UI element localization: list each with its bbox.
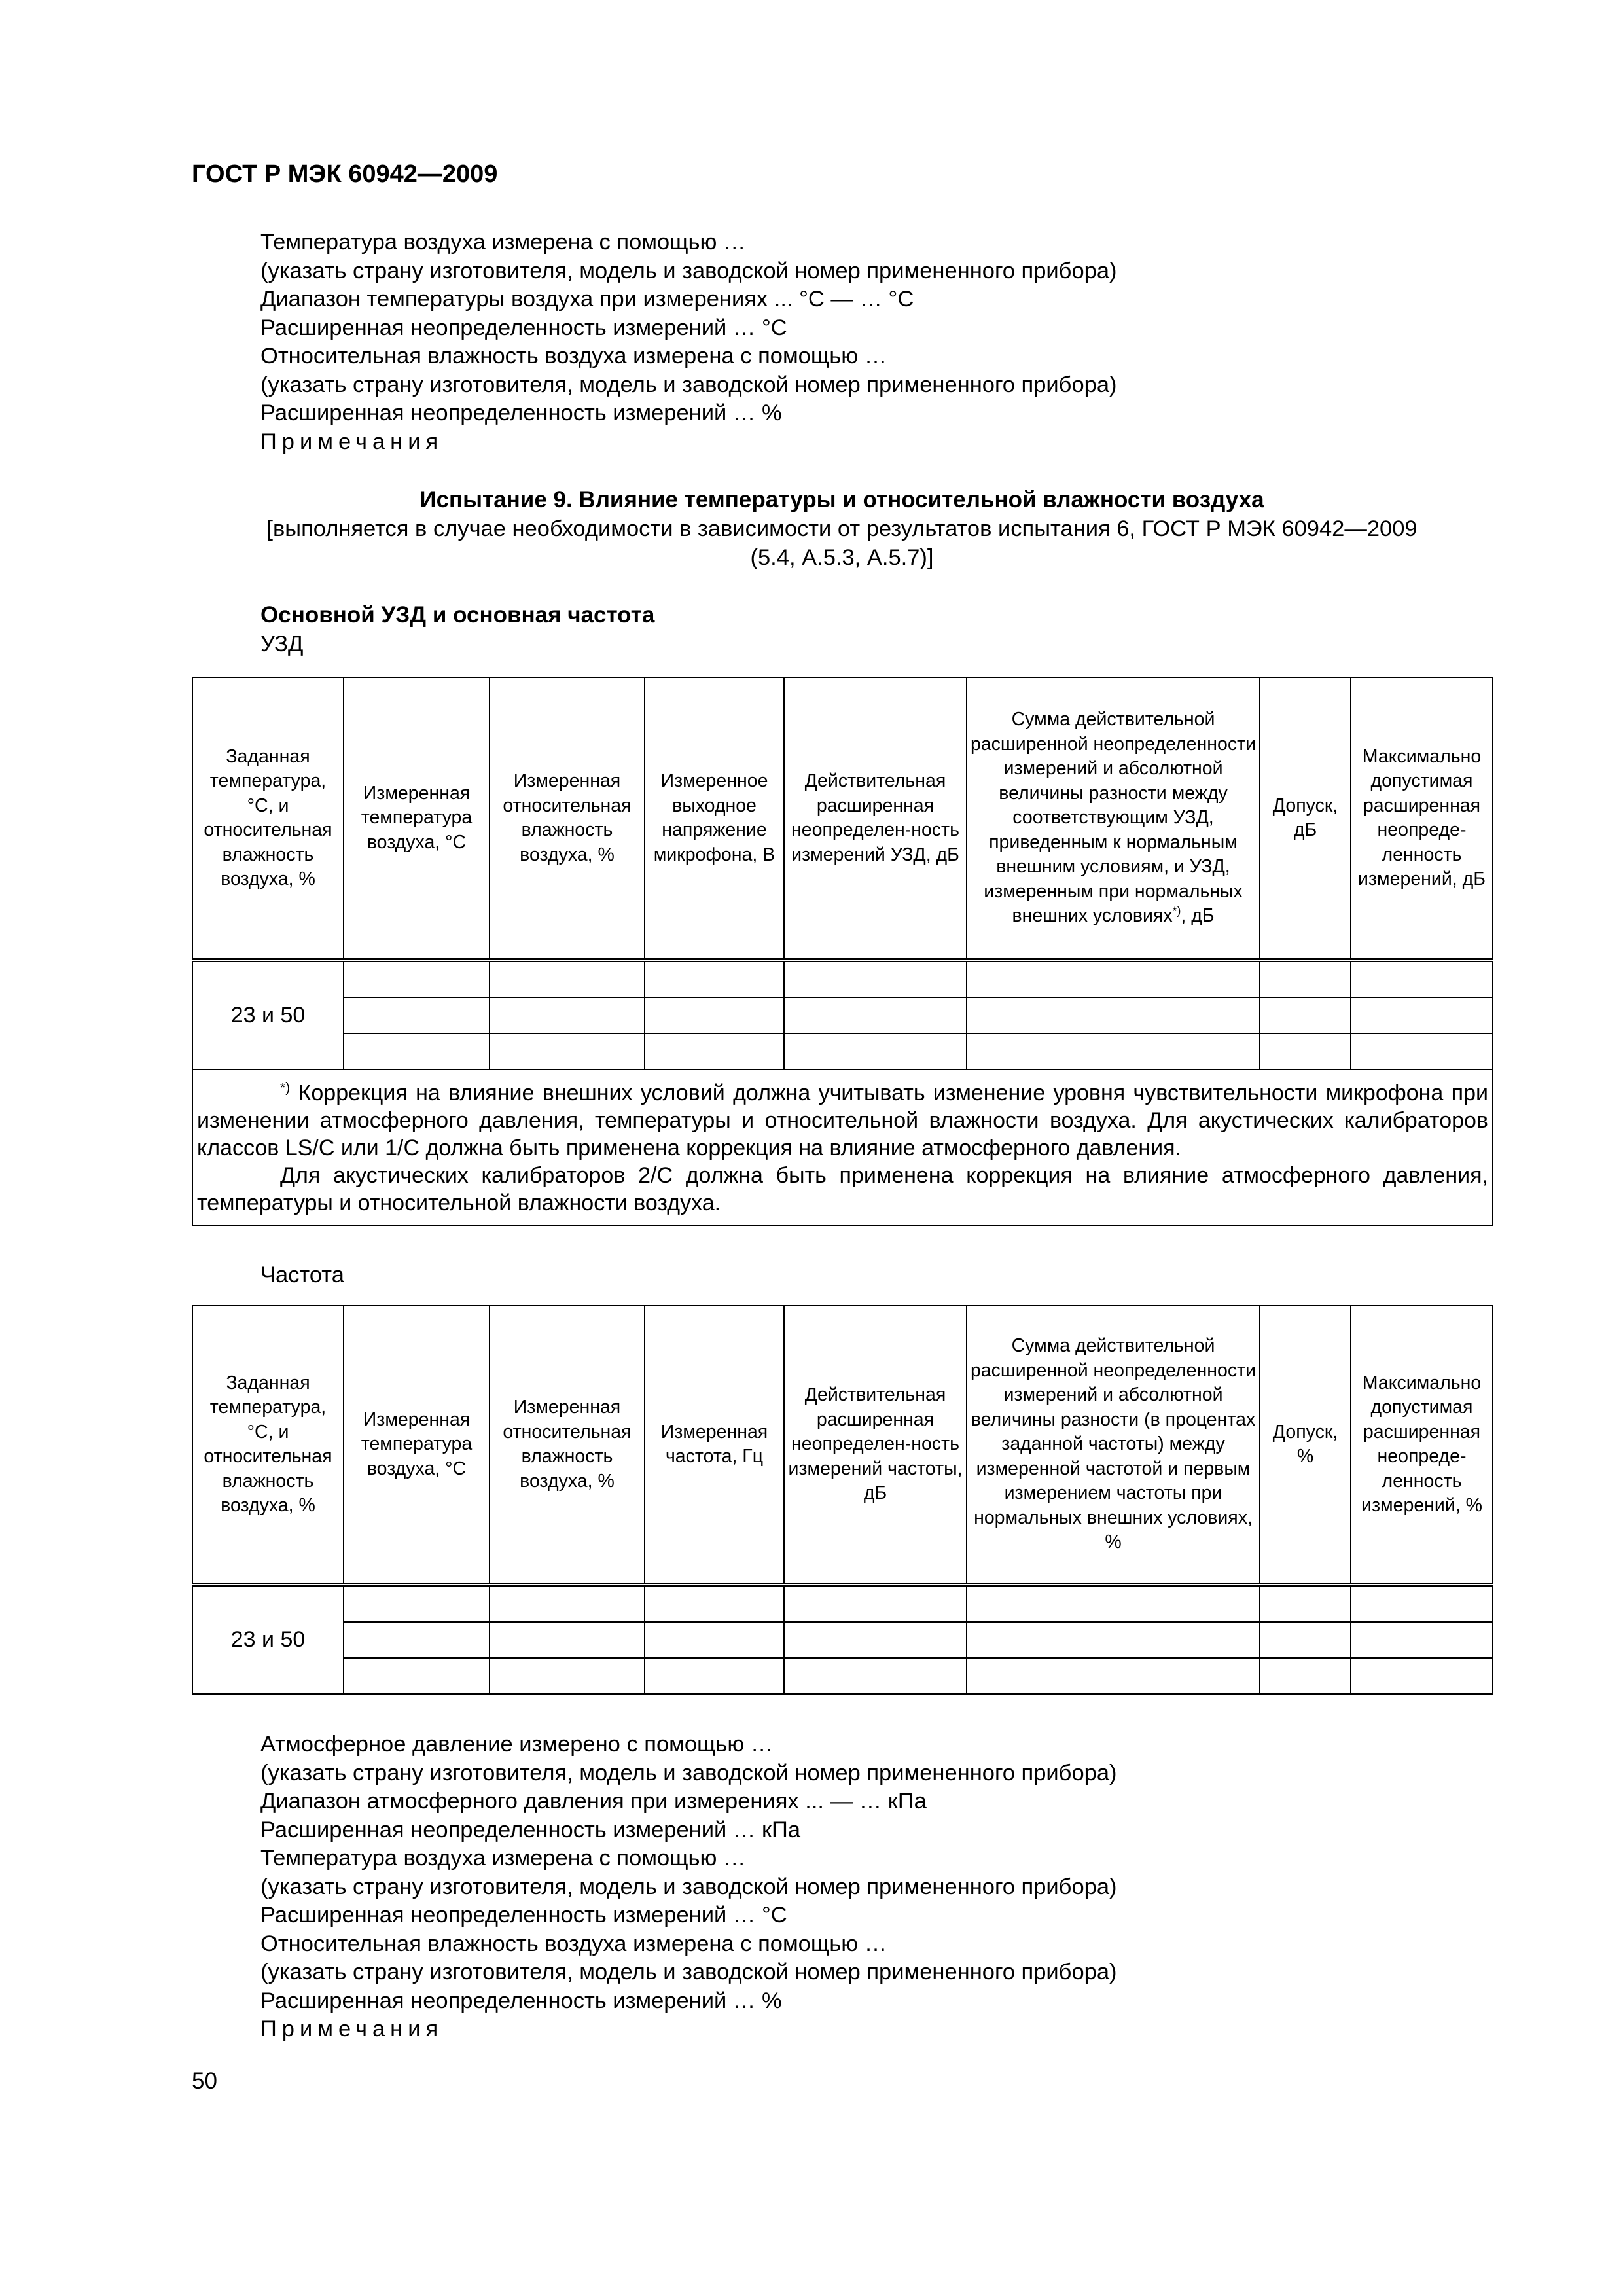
table-cell[interactable] xyxy=(1351,960,1493,997)
table-cell[interactable] xyxy=(490,1658,645,1694)
footnote-paragraph xyxy=(197,1079,1488,1162)
table1-caption: УЗД xyxy=(260,632,304,656)
column-header: Измеренное выходное напряжение микрофона, В xyxy=(645,677,784,960)
column-header: Измеренная относительная влажность воздуха, % xyxy=(490,1306,645,1585)
table-cell[interactable] xyxy=(490,1622,645,1658)
table-cell[interactable] xyxy=(784,960,967,997)
table-cell[interactable] xyxy=(645,1033,784,1069)
table-cell[interactable] xyxy=(1351,1658,1493,1694)
outro-line: Расширенная неопределенность измерений … % xyxy=(260,1988,782,2013)
table-cell[interactable] xyxy=(1351,1585,1493,1622)
document-code: ГОСТ Р МЭК 60942—2009 xyxy=(192,160,498,188)
intro-line: Расширенная неопределенность измерений … °С xyxy=(260,315,787,340)
column-header: Измеренная частота, Гц xyxy=(645,1306,784,1585)
outro-line: (указать страну изготовителя, модель и заводской номер примененного прибора) xyxy=(260,1960,1117,1984)
section-title: Основной УЗД и основная частота xyxy=(260,602,655,628)
intro-block xyxy=(260,228,1504,456)
table-cell[interactable] xyxy=(1260,960,1351,997)
table-cell[interactable] xyxy=(344,960,490,997)
table-cell[interactable] xyxy=(1351,1033,1493,1069)
table-cell[interactable] xyxy=(1260,1033,1351,1069)
table-row xyxy=(192,1658,1493,1694)
column-header: Действительная расширенная неопределен-ность измерений частоты, дБ xyxy=(784,1306,967,1585)
test-title: Испытание 9. Влияние температуры и относительной влажности воздуха xyxy=(419,487,1264,512)
table-row xyxy=(192,997,1493,1033)
outro-line: (указать страну изготовителя, модель и заводской номер примененного прибора) xyxy=(260,1760,1117,1785)
column-header xyxy=(967,677,1260,960)
row-label: 23 и 50 xyxy=(192,1585,344,1694)
table-cell[interactable] xyxy=(784,1585,967,1622)
column-header: Максимально допустимая расширенная неопреде-ленность измерений, % xyxy=(1351,1306,1493,1585)
table-cell[interactable] xyxy=(490,1585,645,1622)
table-cell[interactable] xyxy=(784,997,967,1033)
outro-line: Относительная влажность воздуха измерена с помощью … xyxy=(260,1931,887,1956)
intro-line: Относительная влажность воздуха измерена с помощью … xyxy=(260,344,887,368)
column-header: Заданная температура, °С, и относительная влажность воздуха, % xyxy=(192,677,344,960)
table-cell[interactable] xyxy=(784,1658,967,1694)
footnote-row xyxy=(192,1069,1493,1225)
table-row xyxy=(192,960,1493,997)
table-cell[interactable] xyxy=(967,1622,1260,1658)
column-header: Максимально допустимая расширенная неопреде-ленность измерений, дБ xyxy=(1351,677,1493,960)
table-footnote xyxy=(192,1069,1493,1225)
table-cell[interactable] xyxy=(967,1033,1260,1069)
table-cell[interactable] xyxy=(1260,1658,1351,1694)
table-cell[interactable] xyxy=(645,1585,784,1622)
table-cell[interactable] xyxy=(344,1585,490,1622)
table-cell[interactable] xyxy=(784,1033,967,1069)
footnote-marker: *) xyxy=(1172,904,1181,918)
outro-block xyxy=(260,1731,1504,2044)
table-cell[interactable] xyxy=(1260,997,1351,1033)
column-header-text: Сумма действительной расширенной неопределенности измерений и абсолютной величины разности между соответствующим УЗД, приведенным к нормальным внешним условиям, и УЗД, измеренным при нормальных внешних условиях xyxy=(970,709,1257,927)
footnote-text: Коррекция на влияние внешних условий должна учитывать изменение уровня чувствительности микрофона при изменении атмосферного давления, температуры и относительной влажности воздуха. Для акустических калибраторов классов LS/С или 1/С должна быть применена коррекция на влияние атмосферного давления. xyxy=(197,1081,1488,1160)
table-frequency xyxy=(192,1305,1493,1695)
outro-line: Атмосферное давление измерено с помощью … xyxy=(260,1732,774,1757)
table-cell[interactable] xyxy=(1260,1622,1351,1658)
intro-line: Температура воздуха измерена с помощью … xyxy=(260,230,746,255)
table-cell[interactable] xyxy=(784,1622,967,1658)
table-cell[interactable] xyxy=(490,997,645,1033)
outro-line: Диапазон атмосферного давления при измерениях ... — … кПа xyxy=(260,1789,927,1814)
test-subtitle-2: (5.4, А.5.3, А.5.7)] xyxy=(750,545,934,570)
test-subtitle-1: [выполняется в случае необходимости в зависимости от результатов испытания 6, ГОСТ Р МЭК 60942—2009 xyxy=(266,516,1418,541)
row-label: 23 и 50 xyxy=(192,960,344,1069)
notes-label: Примечания xyxy=(260,429,444,454)
footnote-paragraph: Для акустических калибраторов 2/С должна быть применена коррекция на влияние атмосферного давления, температуры и относительной влажности воздуха. xyxy=(197,1163,1488,1215)
outro-line: Температура воздуха измерена с помощью … xyxy=(260,1846,746,1871)
page-number: 50 xyxy=(192,2068,217,2094)
table-cell[interactable] xyxy=(645,960,784,997)
notes-label: Примечания xyxy=(260,2017,444,2041)
table-cell[interactable] xyxy=(1260,1585,1351,1622)
table-row xyxy=(192,1033,1493,1069)
intro-line: Расширенная неопределенность измерений … % xyxy=(260,401,782,425)
table-row xyxy=(192,1585,1493,1622)
intro-line: Диапазон температуры воздуха при измерениях ... °С — … °С xyxy=(260,287,914,312)
table-cell[interactable] xyxy=(344,1622,490,1658)
intro-line: (указать страну изготовителя, модель и заводской номер примененного прибора) xyxy=(260,372,1117,397)
table-cell[interactable] xyxy=(967,1585,1260,1622)
outro-line: Расширенная неопределенность измерений … °С xyxy=(260,1903,787,1928)
table-cell[interactable] xyxy=(490,960,645,997)
table-row xyxy=(192,1622,1493,1658)
table-cell[interactable] xyxy=(645,1658,784,1694)
table-cell[interactable] xyxy=(645,997,784,1033)
table-cell[interactable] xyxy=(645,1622,784,1658)
table-cell[interactable] xyxy=(490,1033,645,1069)
column-header: Допуск, % xyxy=(1260,1306,1351,1585)
test-heading xyxy=(192,486,1492,572)
footnote-marker: *) xyxy=(280,1080,291,1096)
column-header: Действительная расширенная неопределен-ность измерений УЗД, дБ xyxy=(784,677,967,960)
column-header: Допуск, дБ xyxy=(1260,677,1351,960)
column-header: Измеренная относительная влажность воздуха, % xyxy=(490,677,645,960)
column-header: Заданная температура, °С, и относительная влажность воздуха, % xyxy=(192,1306,344,1585)
table-cell[interactable] xyxy=(967,997,1260,1033)
table2-caption: Частота xyxy=(260,1263,344,1287)
table-cell[interactable] xyxy=(344,1658,490,1694)
table-cell[interactable] xyxy=(344,997,490,1033)
intro-line: (указать страну изготовителя, модель и заводской номер примененного прибора) xyxy=(260,258,1117,283)
table-spl xyxy=(192,677,1493,1226)
table-cell[interactable] xyxy=(1351,997,1493,1033)
column-header: Сумма действительной расширенной неопределенности измерений и абсолютной величины разности (в процентах заданной частоты) между измеренной частотой и первым измерением частоты при нормальных внешних условиях, % xyxy=(967,1306,1260,1585)
column-header: Измеренная температура воздуха, °С xyxy=(344,1306,490,1585)
table-cell[interactable] xyxy=(967,1658,1260,1694)
table-cell[interactable] xyxy=(1351,1622,1493,1658)
table-cell[interactable] xyxy=(967,960,1260,997)
column-header: Измеренная температура воздуха, °С xyxy=(344,677,490,960)
outro-line: (указать страну изготовителя, модель и заводской номер примененного прибора) xyxy=(260,1874,1117,1899)
table-cell[interactable] xyxy=(344,1033,490,1069)
outro-line: Расширенная неопределенность измерений … кПа xyxy=(260,1817,801,1842)
column-header-unit: , дБ xyxy=(1181,905,1215,927)
